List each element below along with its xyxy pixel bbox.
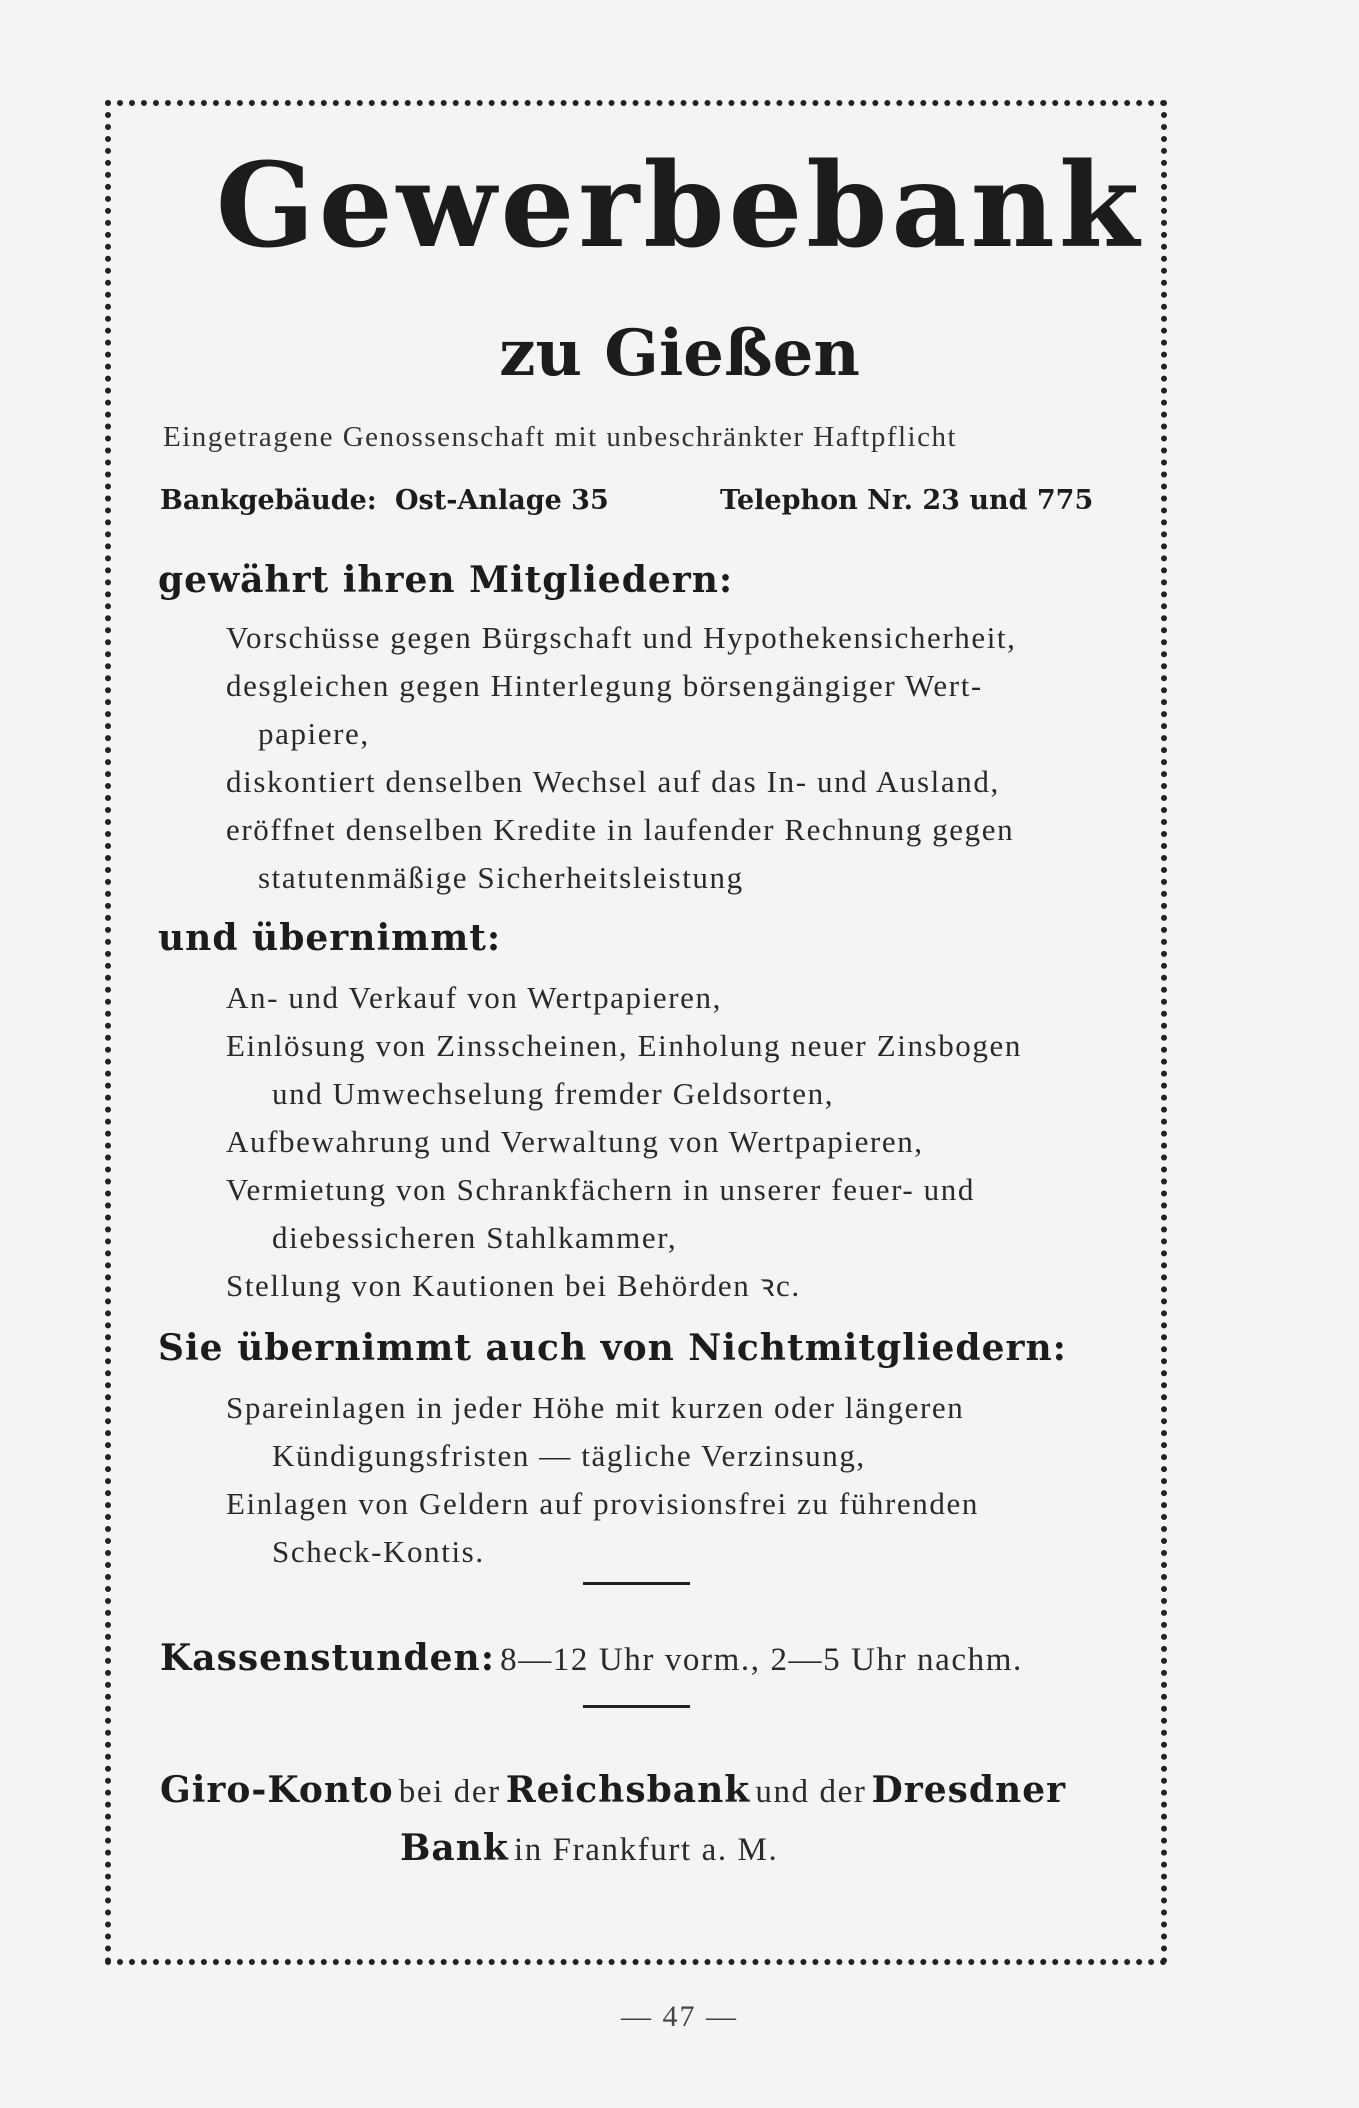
services-line: Vermietung von Schrankfächern in unserer feuer- und	[226, 1172, 975, 1207]
giro-line-2	[400, 1827, 779, 1869]
members-line: Vorschüsse gegen Bürgschaft und Hypothekensicherheit,	[226, 620, 1017, 655]
registration-line: Eingetragene Genossenschaft mit unbeschränkter Haftpflicht	[163, 421, 958, 453]
giro-text: bei der	[398, 1774, 501, 1810]
services-line: und Umwechselung fremder Geldsorten,	[272, 1076, 835, 1111]
divider-rule	[583, 1582, 690, 1585]
giro-line-1	[160, 1769, 1067, 1811]
dresdner: Dresdner	[871, 1769, 1067, 1811]
subtitle: zu Gießen	[499, 316, 860, 391]
divider-rule	[583, 1705, 690, 1708]
services-line: Stellung von Kautionen bei Behörden ꝛc.	[226, 1268, 801, 1303]
page-number: — 47 —	[621, 2000, 738, 2033]
giro-location: in Frankfurt a. M.	[513, 1832, 779, 1868]
bank: Bank	[400, 1827, 509, 1869]
address-street: Ost-Anlage 35	[395, 485, 609, 516]
members-heading: gewährt ihren Mitgliedern:	[158, 559, 734, 601]
nonmembers-heading: Sie übernimmt auch von Nichtmitgliedern:	[158, 1327, 1067, 1369]
address-label: Bankgebäude:	[160, 485, 377, 516]
members-line: papiere,	[258, 716, 370, 751]
members-line: statutenmäßige Sicherheitsleistung	[258, 860, 744, 895]
services-heading: und übernimmt:	[158, 917, 502, 959]
nonmembers-line: Spareinlagen in jeder Höhe mit kurzen oder längeren	[226, 1390, 965, 1425]
address-phone: Telephon Nr. 23 und 775	[720, 485, 1094, 516]
nonmembers-line: Scheck-Kontis.	[272, 1534, 485, 1569]
giro-text: und der	[755, 1774, 867, 1810]
reichsbank: Reichsbank	[505, 1769, 751, 1811]
services-line: diebessicheren Stahlkammer,	[272, 1220, 678, 1255]
hours-label: Kassenstunden:	[160, 1637, 496, 1679]
hours-line	[160, 1637, 1023, 1679]
services-line: Einlösung von Zinsscheinen, Einholung neuer Zinsbogen	[226, 1028, 1022, 1063]
services-line: An- und Verkauf von Wertpapieren,	[226, 980, 722, 1015]
members-line: eröffnet denselben Kredite in laufender Rechnung gegen	[226, 812, 1015, 847]
page-title: Gewerbebank	[215, 138, 1144, 274]
giro-konto: Giro-Konto	[160, 1769, 394, 1811]
nonmembers-line: Einlagen von Geldern auf provisionsfrei zu führenden	[226, 1486, 979, 1521]
nonmembers-line: Kündigungsfristen — tägliche Verzinsung,	[272, 1438, 866, 1473]
hours-text: 8—12 Uhr vorm., 2—5 Uhr nachm.	[500, 1642, 1023, 1678]
services-line: Aufbewahrung und Verwaltung von Wertpapieren,	[226, 1124, 924, 1159]
members-line: desgleichen gegen Hinterlegung börsengängiger Wert-	[226, 668, 983, 703]
members-line: diskontiert denselben Wechsel auf das In- und Ausland,	[226, 764, 1000, 799]
